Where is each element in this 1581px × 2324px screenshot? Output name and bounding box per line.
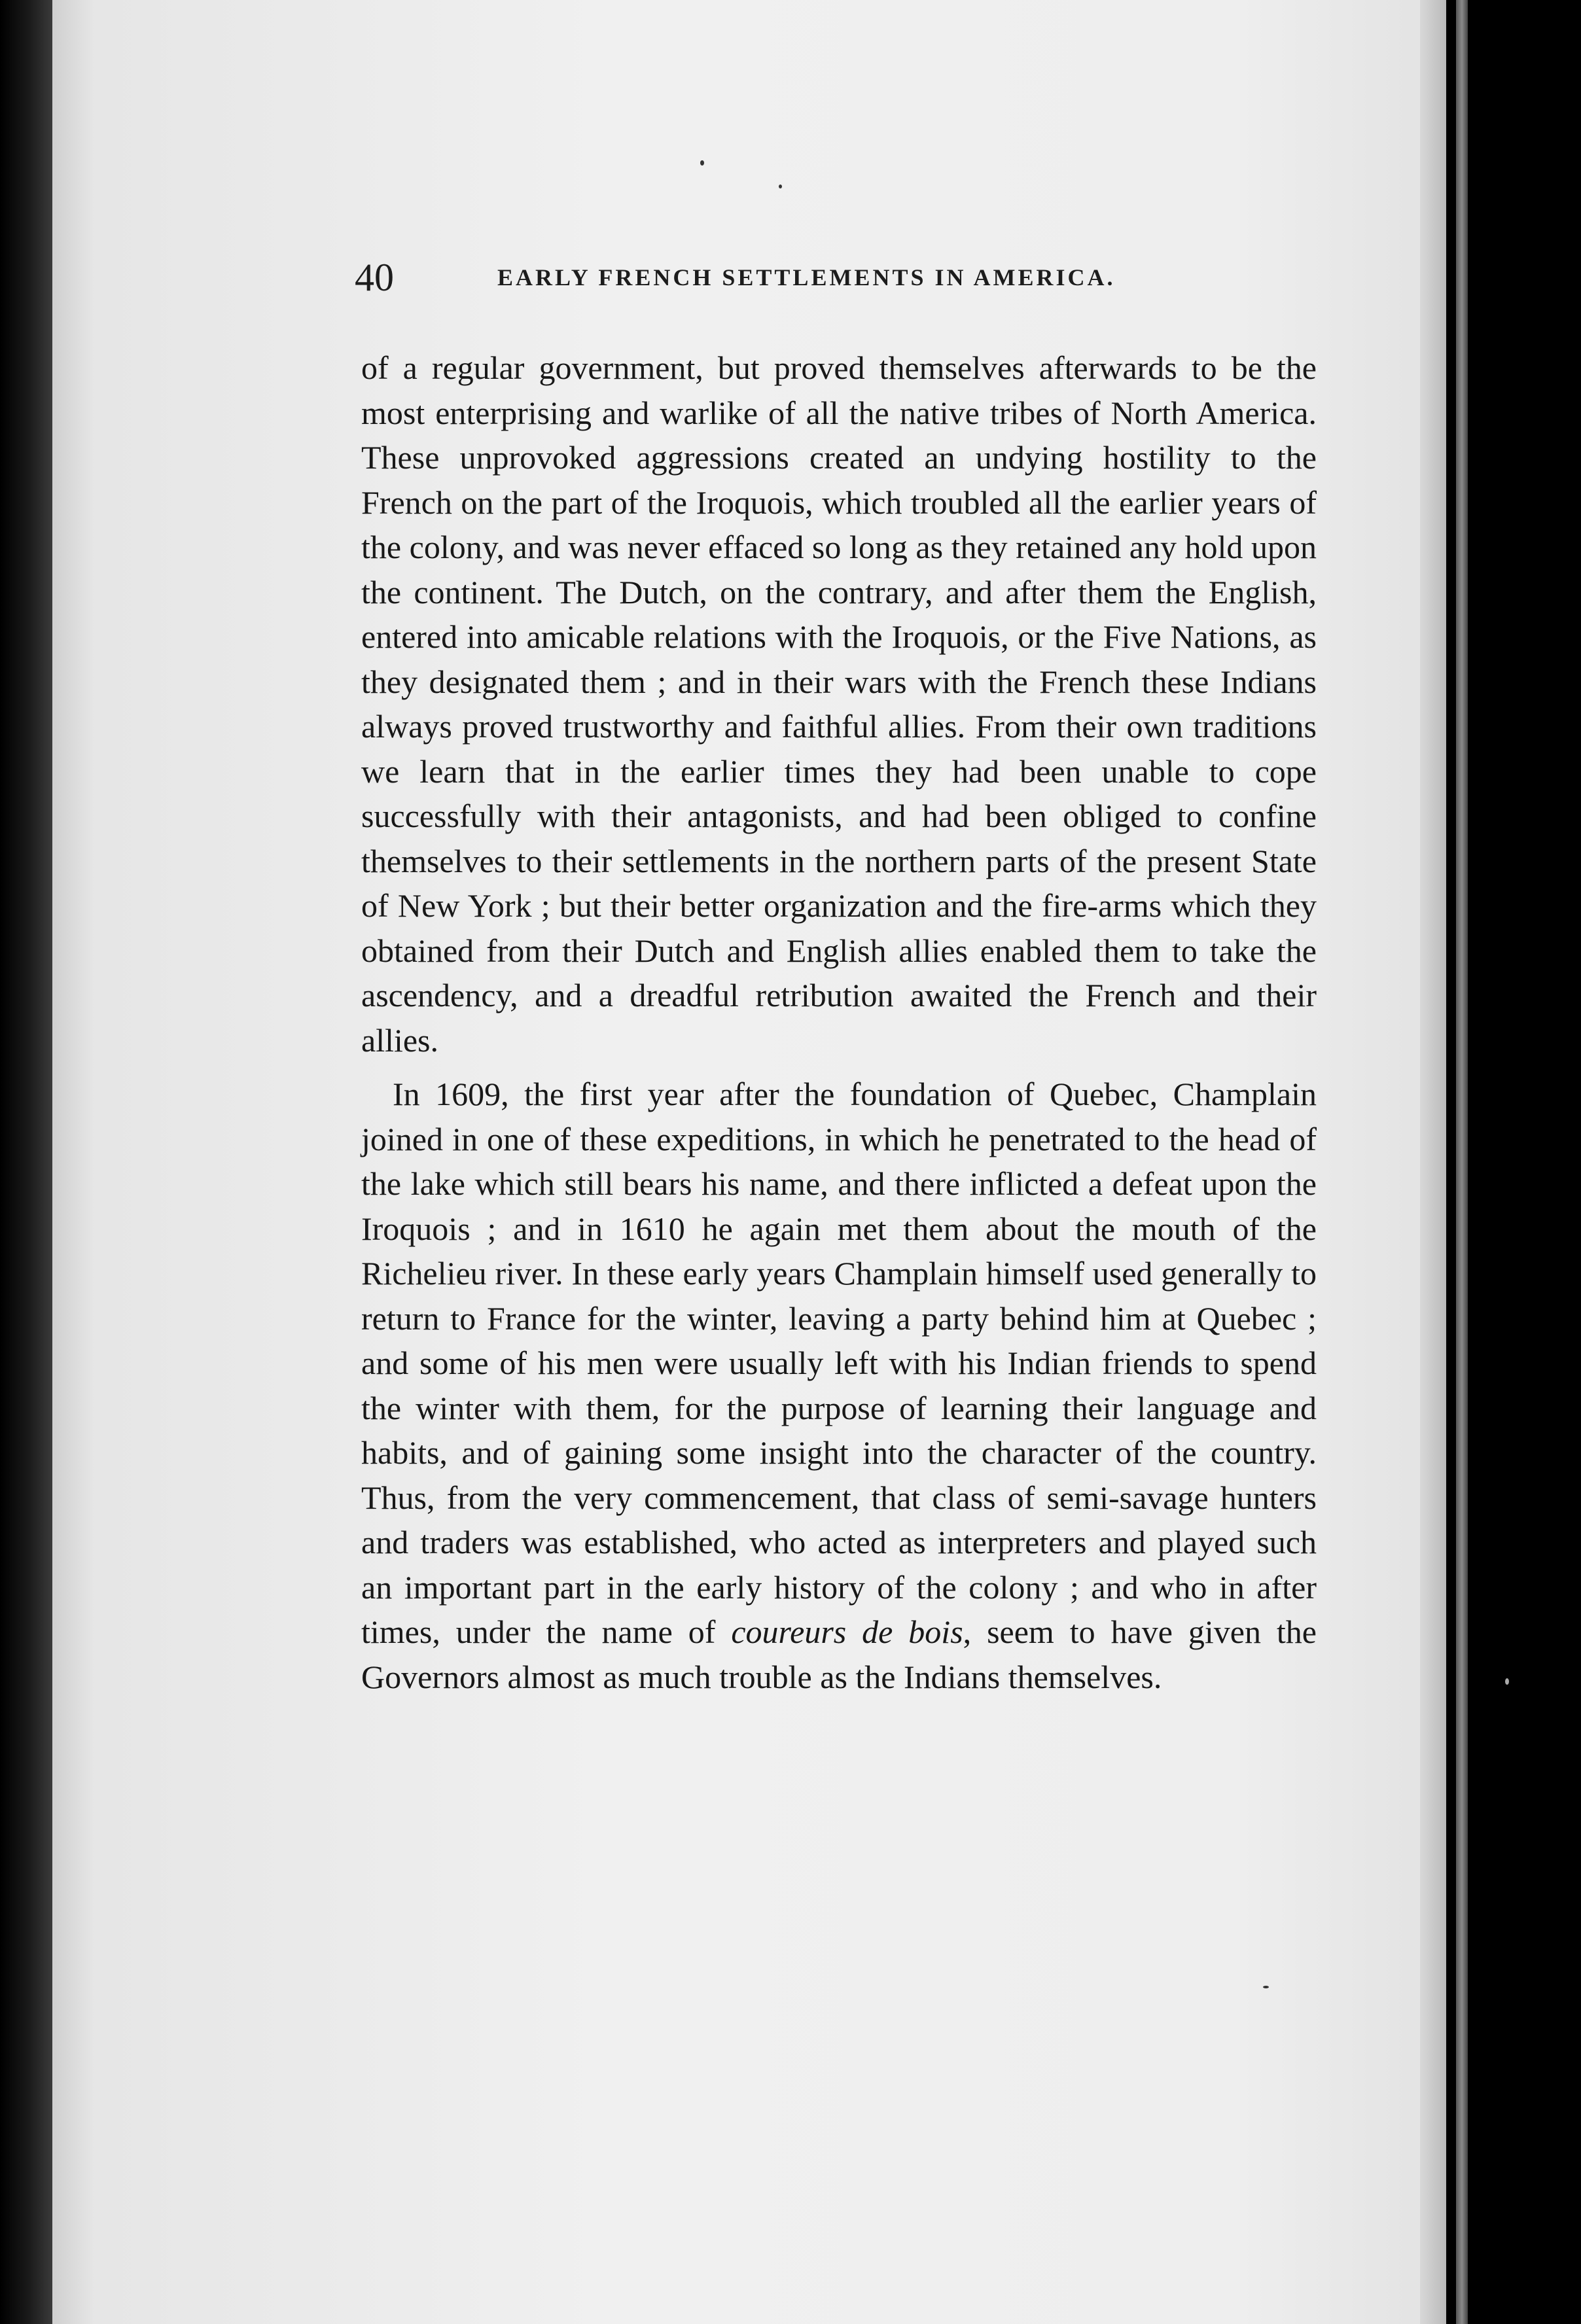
paragraph-2-text: In 1609, the first year after the foundation of Quebec, Champlain joined in one of these expeditions, in which he penetrated to the head of the lake which still bears his name, and there inflicted a defeat upon the Iroquois ; and in 1610 he again met them about the mouth of the Richelieu river. In these early years Champlain himself used generally to return to France for the winter, leaving a party behind him at Quebec ; and some of his men were usually left with his Indian friends to spend the winter with them, for the purpose of learning their language and habits, and of gaining some insight into the character of the country. Thus, from the very commencement, that class of semi-savage hunters and traders was established, who acted as interpreters and played such an important part in the early history of the colony ; and who in after times, under the name of [361,1076,1317,1650]
scan-speck [1505,1678,1509,1685]
scan-speck [700,160,704,166]
italic-term-coureurs-de-bois: coureurs de bois [731,1613,963,1650]
scan-left-border [0,0,52,2324]
paragraph-1: of a regular government, but proved themselves afterwards to be the most enterprising and warlike of all the native tribes of North America. These unprovoked aggressions created an undying hostility to the French on the part of the Iroquois, which troubled all the earlier years of the colony, and was never effaced so long as they retained any hold upon the continent. The Dutch, on the contrary, and after them the English, entered into amicable relations with the Iroquois, or the Five Nations, as they designated them ; and in their wars with the French these Indians always proved trustworthy and faithful allies. From their own traditions we learn that in the earlier times they had been unable to cope successfully with their antagonists, and had been obliged to confine themselves to their settlements in the northern parts of the present State of New York ; but their better organization and the fire-arms which they obtained from their Dutch and English allies enabled them to take the ascendency, and a dreadful retribution awaited the French and their allies. [361,349,1317,1059]
next-page-edge [1456,0,1468,2324]
page-number: 40 [355,256,394,299]
paragraph-2 [361,1072,1317,1699]
body-text [361,345,1317,1699]
running-header [355,251,1323,304]
scan-speck [1263,1986,1269,1988]
paragraph-2-ending: , seem to have given the Governors almost as much trouble as the Indians themselves. [361,1613,1317,1695]
scan-speck [779,185,782,188]
running-title: EARLY FRENCH SETTLEMENTS IN AMERICA. [497,264,1116,290]
